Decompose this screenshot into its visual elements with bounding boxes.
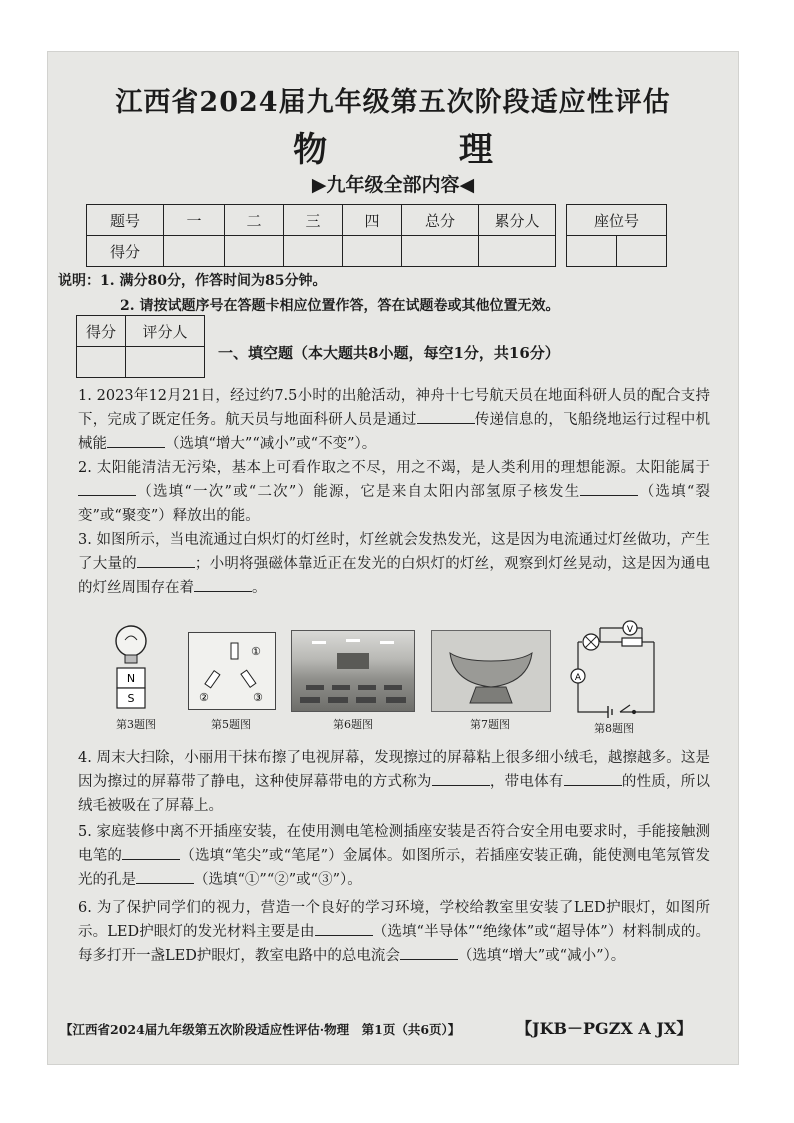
section-title: 一、填空题（本大题共8小题，每空1分，共16分） — [218, 344, 560, 362]
seat-label: 座位号 — [567, 205, 667, 236]
grader-name-cell[interactable] — [126, 347, 205, 378]
score-input-cell[interactable] — [402, 236, 479, 267]
scope-label: ▶九年级全部内容◀ — [311, 174, 475, 196]
score-cell: 一 — [164, 205, 225, 236]
figure-5-caption: 第5题图 — [211, 718, 251, 731]
figure-8-circuit — [568, 618, 660, 718]
score-cell: 二 — [225, 205, 284, 236]
question-3: 3. 如图所示，当电流通过白炽灯的灯丝时，灯丝就会发热发光，这是因为电流通过灯丝做功，产生了大量的 ；小明将强磁体靠近正在发光的白炽灯的灯丝，观察到灯丝晃动，这是因为通电的灯丝周围存在着 。 — [78, 532, 711, 596]
answer-blank[interactable] — [122, 845, 180, 860]
figure-6-caption: 第6题图 — [333, 718, 373, 731]
answer-blank[interactable] — [78, 481, 136, 496]
score-cell: 累分人 — [479, 205, 556, 236]
battery-symbol — [608, 706, 612, 718]
answer-blank[interactable] — [400, 945, 458, 960]
figure-7-caption: 第7题图 — [470, 718, 510, 731]
answer-blank[interactable] — [417, 409, 475, 424]
question-1: 1. 2023年12月21日，经过约7.5小时的出舱活动，神舟十七号航天员在地面科研人员的配合支持下，完成了既定任务。航天员与地面科研人员是通过 传递信息的，飞船绕地运行过程中机械能 （选填“增大”“减小”或“不变”）。 — [78, 388, 711, 452]
answer-blank[interactable] — [315, 921, 373, 936]
voltmeter-label: V — [626, 625, 634, 635]
figure-5-socket — [188, 632, 276, 710]
figure-8-caption: 第8题图 — [594, 722, 634, 735]
lightbulb-icon — [116, 626, 146, 663]
subject-title: 物 理 — [293, 130, 553, 170]
figure-3-bulb-magnet — [108, 618, 158, 713]
answer-blank[interactable] — [137, 553, 195, 568]
bulb-symbol-icon — [583, 634, 599, 650]
score-table-score-row — [87, 236, 556, 267]
note-2: 2. 请按试题序号在答题卡相应位置作答，答在试题卷或其他位置无效。 — [120, 298, 560, 314]
exam-paper — [48, 52, 738, 1064]
score-table-header-row — [87, 205, 556, 236]
socket-hole-3-label: ③ — [253, 691, 263, 704]
answer-blank[interactable] — [107, 433, 165, 448]
seat-table — [566, 204, 667, 267]
score-cell: 三 — [284, 205, 343, 236]
magnet-n-label: N — [126, 672, 136, 685]
exam-title: 江西省2024届九年级第五次阶段适应性评估 — [115, 87, 671, 118]
answer-blank[interactable] — [564, 771, 622, 786]
question-6: 6. 为了保护同学们的视力，营造一个良好的学习环境，学校给教室里安装了LED护眼灯，如图所示。LED护眼灯的发光材料主要是由 （选填“半导体”“绝缘体”或“超导体”）材料制成的。每多打开一盏LED护眼灯，教室电路中的总电流会 （选填“增大”或“减小”）。 — [78, 900, 710, 964]
socket-hole-2-label: ② — [199, 691, 209, 704]
ammeter-label: A — [574, 673, 582, 683]
score-row-label: 得分 — [87, 236, 164, 267]
figure-7-vessel-photo — [431, 630, 551, 712]
grader-score-label: 得分 — [77, 316, 126, 347]
score-cell: 四 — [343, 205, 402, 236]
score-input-cell[interactable] — [479, 236, 556, 267]
figure-3-caption: 第3题图 — [116, 718, 156, 731]
seat-input-cell[interactable] — [617, 236, 667, 267]
score-input-cell[interactable] — [284, 236, 343, 267]
answer-blank[interactable] — [432, 771, 490, 786]
socket-hole-1-label: ① — [251, 645, 261, 658]
score-input-cell[interactable] — [225, 236, 284, 267]
rheostat-symbol — [622, 638, 642, 646]
page-footer: 【江西省2024届九年级第五次阶段适应性评估·物理 第1页（共6页）】 — [60, 1022, 461, 1037]
question-2: 2. 太阳能清洁无污染，基本上可看作取之不尽，用之不竭，是人类利用的理想能源。太阳能属于（选填“一次”或“二次”）能源，它是来自太阳内部氢原子核发生 （选填“裂变”或“聚变”）释放出的能。 — [78, 460, 710, 524]
answer-blank[interactable] — [580, 481, 638, 496]
score-input-cell[interactable] — [164, 236, 225, 267]
score-table — [86, 204, 556, 267]
question-5: 5. 家庭装修中离不开插座安装，在使用测电笔检测插座安装是否符合安全用电要求时，手能接触测电笔的 （选填“笔尖”或“笔尾”）金属体。如图所示，若插座安装正确，能使测电笔氖管发光的孔是 （选填“①”“②”或“③”）。 — [78, 824, 710, 888]
score-cell: 总分 — [402, 205, 479, 236]
score-cell: 题号 — [87, 205, 164, 236]
exam-code: 【JKB－PGZX A JX】 — [516, 1019, 693, 1038]
question-4: 4. 周末大扫除，小丽用干抹布擦了电视屏幕，发现擦过的屏幕粘上很多细小绒毛，越擦越多。这是因为擦过的屏幕带了静电，这种使屏幕带电的方式称为 ，带电体有 的性质，所以绒毛被吸在了屏幕上。 — [78, 750, 711, 814]
grader-score-cell[interactable] — [77, 347, 126, 378]
figure-6-classroom-photo — [291, 630, 415, 712]
answer-blank[interactable] — [194, 577, 252, 592]
answer-blank[interactable] — [136, 869, 194, 884]
note-1: 说明：1. 满分80分，作答时间为85分钟。 — [58, 273, 327, 289]
magnet-s-label: S — [127, 692, 135, 705]
score-input-cell[interactable] — [343, 236, 402, 267]
seat-input-cell[interactable] — [567, 236, 617, 267]
grader-name-label: 评分人 — [126, 316, 205, 347]
grader-table — [76, 315, 205, 378]
